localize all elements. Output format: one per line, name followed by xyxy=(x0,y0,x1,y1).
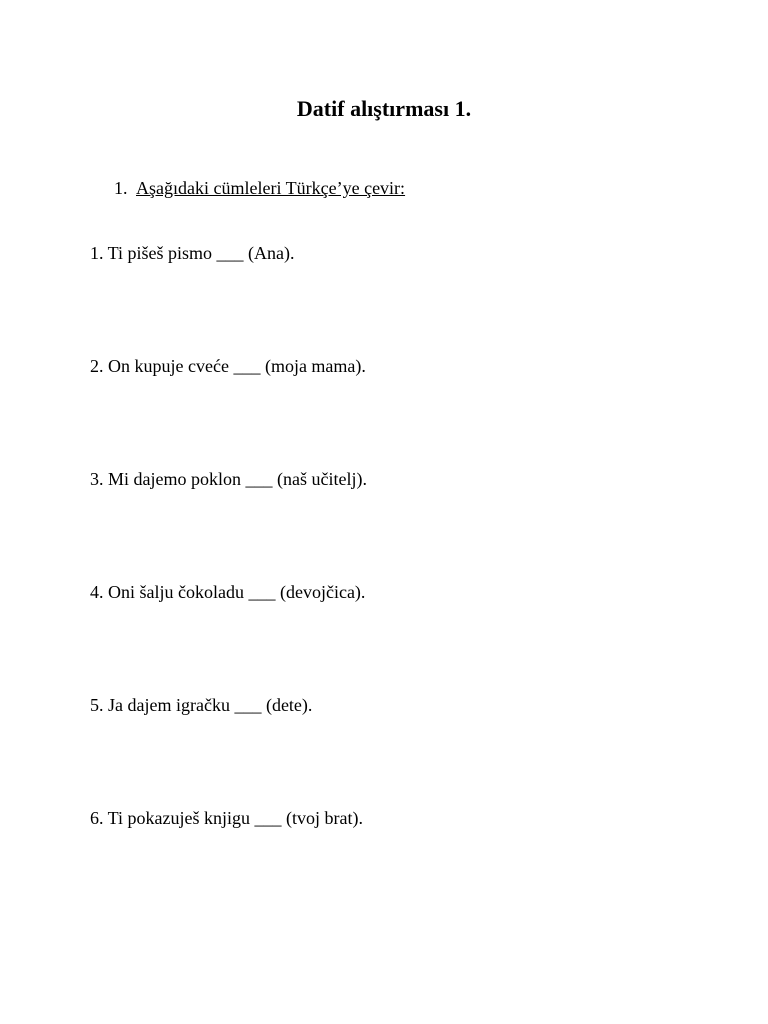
exercise-sentence-1: 1. Ti pišeš pismo ___ (Ana). xyxy=(90,243,295,263)
exercise-sentence-6: 6. Ti pokazuješ knjigu ___ (tvoj brat). xyxy=(90,808,363,828)
instruction-item xyxy=(114,177,405,199)
exercise-sentence-4: 4. Oni šalju čokoladu ___ (devojčica). xyxy=(90,582,366,602)
exercise-sentence-3: 3. Mi dajemo poklon ___ (naš učitelj). xyxy=(90,469,367,489)
exercise-sentence-5: 5. Ja dajem igračku ___ (dete). xyxy=(90,695,313,715)
instruction-text: Aşağıdaki cümleleri Türkçe’ye çevir: xyxy=(136,178,406,198)
exercise-sentence-2: 2. On kupuje cveće ___ (moja mama). xyxy=(90,356,366,376)
instruction-number: 1. xyxy=(114,178,128,198)
document-title: Datif alıştırması 1. xyxy=(296,96,472,121)
